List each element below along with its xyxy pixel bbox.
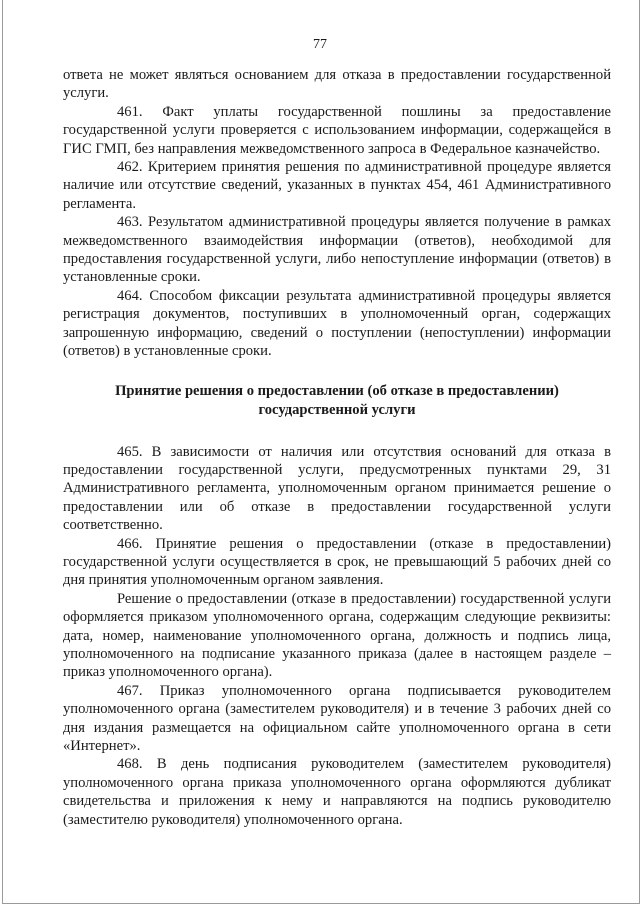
paragraph-decision-format: Решение о предоставлении (отказе в предоставлении) государственной услуги оформляется приказом уполномоченного органа, содержащим следующие реквизиты: дата, номер, наименование уполномоченного органа, должность и подпись лица, уполномоченного на подписание указанного приказа (далее в настоящем разделе – приказ уполномоченного органа). — [63, 590, 611, 681]
paragraph-468: 468. В день подписания руководителем (заместителем руководителя) уполномоченного органа приказа уполномоченного органа оформляются дубликат свидетельства и приложения к нему и направляются на подпись руководителю (заместителю руководителя) уполномоченного органа. — [63, 756, 611, 828]
paragraph-463: 463. Результатом административной процедуры является получение в рамках межведомственного взаимодействия информации (ответов), необходимой для предоставления государственной услуги, либо непоступление информации (ответов) в установленные сроки. — [63, 214, 611, 286]
section-heading — [73, 382, 601, 420]
paragraph-continuation: ответа не может являться основанием для отказа в предоставлении государственной услуги. — [63, 67, 611, 102]
paragraph-461: 461. Факт уплаты государственной пошлины за предоставление государственной услуги проверяется с использованием информации, содержащейся в ГИС ГМП, без направления межведомственного запроса в Федеральное казначейство. — [63, 103, 611, 157]
paragraph-467: 467. Приказ уполномоченного органа подписывается руководителем уполномоченного органа (заместителем руководителя) и в течение 3 рабочих дней со дня издания размещается на официальном сайте уполномоченного органа в сети «Интернет». — [63, 682, 611, 754]
paragraph-462: 462. Критерием принятия решения по административной процедуре является наличие или отсутствие сведений, указанных в пунктах 454, 461 Административного регламента. — [63, 159, 611, 212]
paragraph-465: 465. В зависимости от наличия или отсутствия оснований для отказа в предоставлении государственной услуги, предусмотренных пунктами 29, 31 Административного регламента, уполномоченным органом принимается решение о предоставлении или об отказе в предоставлении государственной услуги соответственно. — [63, 443, 611, 534]
page-number: 77 — [313, 37, 327, 52]
paragraph-464: 464. Способом фиксации результата административной процедуры является регистрация документов, поступивших в уполномоченный орган, содержащих запрошенную информацию, сведений о поступлении (непоступлении) информации (ответов) в установленные сроки. — [63, 287, 611, 360]
section-heading-line-2: государственной услуги — [258, 401, 416, 418]
section-heading-line-1: Принятие решения о предоставлении (об отказе в предоставлении) — [115, 382, 559, 399]
paragraph-466: 466. Принятие решения о предоставлении (отказе в предоставлении) государственной услуги осуществляется в срок, не превышающий 5 рабочих дней со дня принятия уполномоченным органом заявления. — [63, 535, 611, 589]
document-body — [63, 66, 611, 829]
